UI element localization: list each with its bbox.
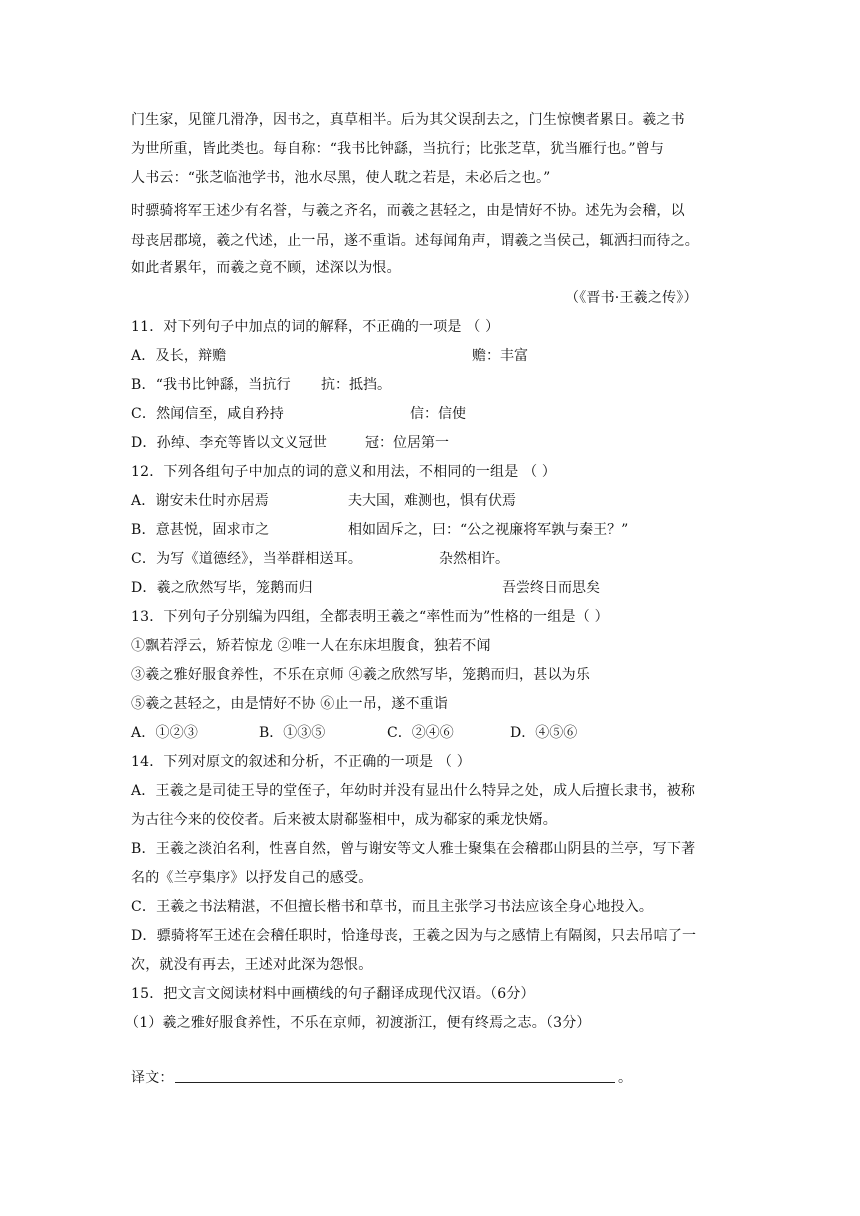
answer-end-mark: 。 xyxy=(618,1070,632,1086)
passage-line: 时骠骑将军王述少有名誉，与羲之齐名，而羲之甚轻之，由是情好不协。述先为会稽，以 xyxy=(131,203,685,219)
passage-line: 如此者累年，而羲之竟不顾，述深以为恨。 xyxy=(131,260,401,276)
q11-option-c: C．然闻信至，咸自矜持 xyxy=(131,406,284,422)
q14-option-line: A．王羲之是司徒王导的堂侄子，年幼时并没有显出什么特异之处，成人后擅长隶书，被称 xyxy=(131,783,696,799)
q11-option-a: A．及长，辩赡 xyxy=(131,348,227,364)
q15-subquestion-1: （1）羲之雅好服食养性，不乐在京师，初渡浙江，便有终焉之志。（3分） xyxy=(125,1015,591,1031)
q11-option-b: B．“我书比钟繇，当抗行 xyxy=(131,377,291,393)
q12-option-a: A．谢安未仕时亦居焉 xyxy=(131,493,270,509)
passage-line: 人书云：“张芝临池学书，池水尽黑，使人耽之若是，未必后之也。” xyxy=(131,170,551,186)
q11-option-d-explanation: 冠：位居第一 xyxy=(365,435,449,451)
passage-line: 门生家，见篚几滑净，因书之，真草相半。后为其父误刮去之，门生惊懊者累日。羲之书 xyxy=(131,112,685,128)
q14-option-line: C．王羲之书法精湛，不但擅长楷书和草书，而且主张学习书法应该全身心地投入。 xyxy=(131,899,654,915)
q14-stem: 14．下列对原文的叙述和分析，不正确的一项是 （ ） xyxy=(131,754,471,770)
answer-label: 译文： xyxy=(131,1070,174,1086)
q12-option-a-compare: 夫大国，难测也，惧有伏焉 xyxy=(348,493,516,509)
q11-stem: 11．对下列句子中加点的词的解释，不正确的一项是 （ ） xyxy=(131,319,500,335)
q14-option-line: B．王羲之淡泊名利，性喜自然，曾与谢安等文人雅士聚集在会稽郡山阴县的兰亭，写下著 xyxy=(131,841,696,857)
q12-option-c-compare: 杂然相许。 xyxy=(439,551,509,567)
q12-option-b-compare: 相如固斥之，曰：“公之视廉将军孰与秦王？” xyxy=(348,522,629,538)
q11-option-b-explanation: 抗：抵挡。 xyxy=(321,377,391,393)
q12-option-d-compare: 吾尝终日而思矣 xyxy=(502,580,600,596)
q11-option-c-explanation: 信：信使 xyxy=(410,406,466,422)
answer-blank-line[interactable] xyxy=(175,1082,615,1083)
passage-source: （《晋书·王羲之传》） xyxy=(565,290,698,306)
q12-option-b: B．意甚悦，固求市之 xyxy=(131,522,270,538)
q13-stem: 13．下列句子分别编为四组，全都表明王羲之“率性而为”性格的一组是（ ） xyxy=(131,609,609,625)
q14-option-line: 次，就没有再去，王述对此深为怨恨。 xyxy=(131,957,373,973)
q12-option-c: C．为写《道德经》，当举群相送耳。 xyxy=(131,551,363,567)
passage-line: 母丧居郡境，羲之代述，止一吊，遂不重诣。述每闻角声，谓羲之当侯己，辄洒扫而待之。 xyxy=(131,233,699,249)
q11-option-a-explanation: 赡：丰富 xyxy=(472,348,528,364)
q13-option-c: C．②④⑥ xyxy=(387,725,454,741)
passage-line: 为世所重，皆此类也。每自称：“我书比钟繇，当抗行；比张芝草，犹当雁行也。”曾与 xyxy=(131,141,665,157)
q14-option-line: 名的《兰亭集序》以抒发自己的感受。 xyxy=(131,870,373,886)
q15-stem: 15．把文言文阅读材料中画横线的句子翻译成现代汉语。（6分） xyxy=(131,986,535,1002)
q12-stem: 12．下列各组句子中加点的词的意义和用法，不相同的一组是 （ ） xyxy=(131,464,557,480)
q13-option-d: D．④⑤⑥ xyxy=(510,725,578,741)
q11-option-d: D．孙绰、李充等皆以文义冠世 xyxy=(131,435,328,451)
q13-items-row: ③羲之雅好服食养性，不乐在京师 ④羲之欣然写毕，笼鹅而归，甚以为乐 xyxy=(131,667,591,683)
q14-option-line: D．骠骑将军王述在会稽任职时，恰逢母丧，王羲之因为与之感情上有隔阂，只去吊唁了一 xyxy=(131,928,697,944)
q13-items-row: ①飘若浮云，矫若惊龙 ②唯一人在东床坦腹食，独若不闻 xyxy=(131,638,491,654)
q12-option-d: D．羲之欣然写毕，笼鹅而归 xyxy=(131,580,313,596)
q14-option-line: 为古往今来的佼佼者。后来被太尉郗鉴相中，成为郗家的乘龙快婿。 xyxy=(131,812,557,828)
q13-option-a: A．①②③ xyxy=(131,725,199,741)
q13-items-row: ⑤羲之甚轻之，由是情好不协 ⑥止一吊，遂不重诣 xyxy=(131,696,449,712)
q13-option-b: B．①③⑤ xyxy=(259,725,326,741)
